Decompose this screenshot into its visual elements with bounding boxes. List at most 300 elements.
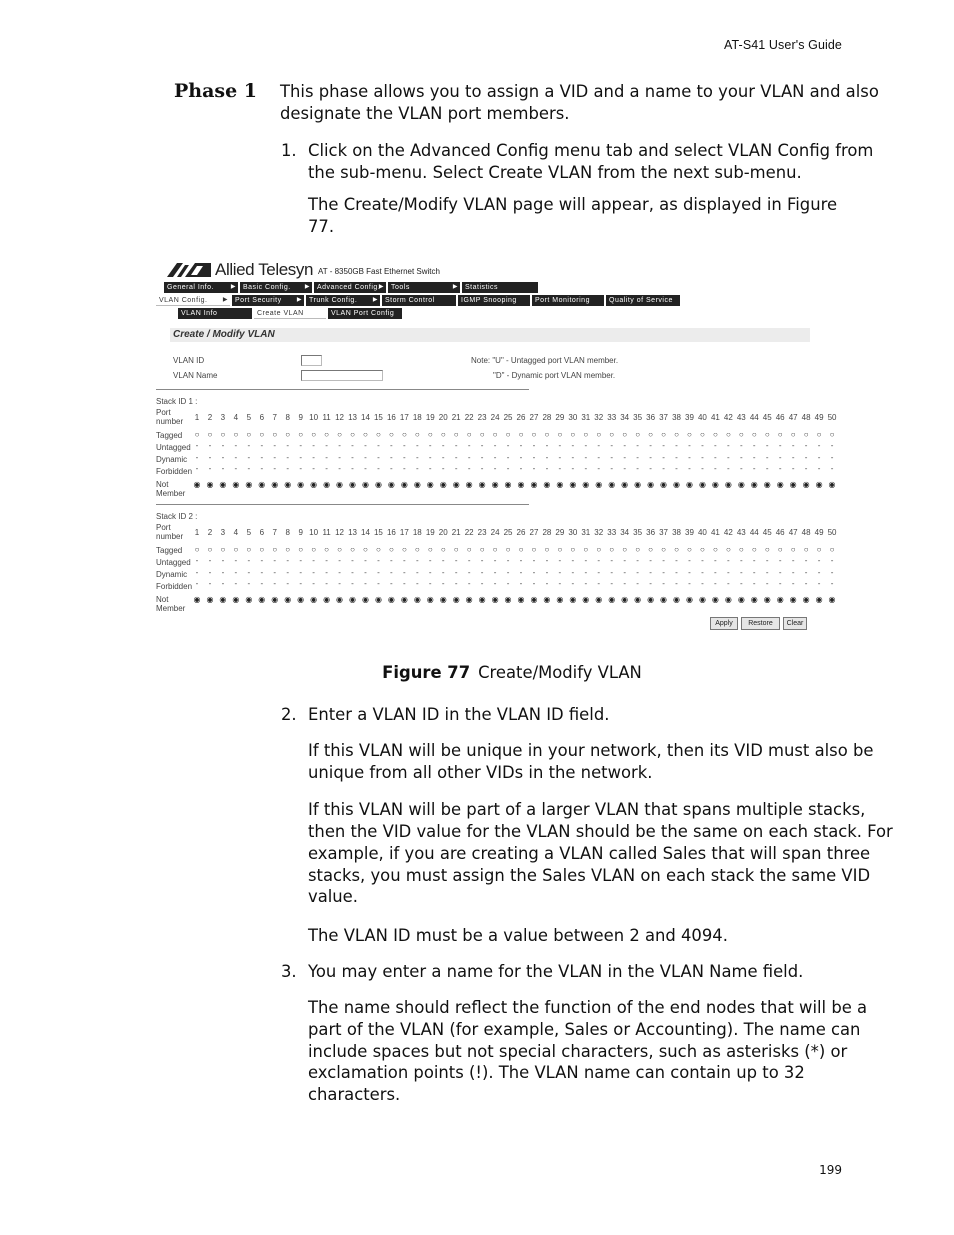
apply-button[interactable]: Apply: [710, 617, 738, 630]
menu-basic-config[interactable]: Basic Config. ▶: [240, 282, 312, 293]
tagged-radio[interactable]: ○: [259, 430, 265, 439]
not-member-radio[interactable]: ◉: [297, 480, 305, 489]
tagged-radio[interactable]: ○: [427, 430, 433, 439]
tagged-radio[interactable]: ○: [440, 545, 446, 554]
tagged-radio[interactable]: ○: [466, 430, 472, 439]
forbidden-radio[interactable]: -: [247, 579, 251, 588]
forbidden-radio[interactable]: -: [260, 579, 264, 588]
forbidden-radio[interactable]: -: [312, 464, 315, 473]
not-member-radio[interactable]: ◉: [413, 595, 421, 604]
forbidden-radio[interactable]: -: [817, 579, 821, 588]
forbidden-radio[interactable]: -: [273, 579, 277, 588]
forbidden-radio[interactable]: -: [675, 464, 678, 473]
not-member-radio[interactable]: ◉: [374, 595, 382, 604]
not-member-radio[interactable]: ◉: [815, 595, 823, 604]
not-member-radio[interactable]: ◉: [724, 480, 732, 489]
forbidden-radio[interactable]: -: [727, 464, 730, 473]
not-member-radio[interactable]: ◉: [711, 595, 719, 604]
not-member-radio[interactable]: ◉: [711, 480, 719, 489]
not-member-radio[interactable]: ◉: [750, 595, 758, 604]
menu-vlan-config[interactable]: VLAN Config. ▶: [156, 295, 230, 306]
tagged-radio[interactable]: ○: [518, 545, 524, 554]
forbidden-radio[interactable]: -: [351, 579, 354, 588]
tagged-radio[interactable]: ○: [479, 545, 485, 554]
tagged-radio[interactable]: ○: [777, 545, 783, 554]
not-member-radio[interactable]: ◉: [776, 595, 784, 604]
forbidden-radio[interactable]: -: [584, 579, 588, 588]
tagged-radio[interactable]: ○: [700, 545, 705, 554]
not-member-radio[interactable]: ◉: [543, 595, 551, 604]
tagged-radio[interactable]: ○: [674, 430, 679, 439]
tagged-radio[interactable]: ○: [648, 430, 654, 439]
forbidden-radio[interactable]: -: [623, 464, 626, 473]
menu-vlan-info[interactable]: VLAN Info: [178, 308, 252, 319]
tagged-radio[interactable]: ○: [246, 430, 252, 439]
tagged-radio[interactable]: ○: [220, 430, 226, 439]
forbidden-radio[interactable]: -: [195, 464, 199, 473]
not-member-radio[interactable]: ◉: [647, 595, 655, 604]
not-member-radio[interactable]: ◉: [271, 480, 279, 489]
not-member-radio[interactable]: ◉: [284, 480, 292, 489]
forbidden-radio[interactable]: -: [636, 579, 639, 588]
tagged-radio[interactable]: ○: [570, 545, 576, 554]
not-member-radio[interactable]: ◉: [737, 595, 745, 604]
forbidden-radio[interactable]: -: [558, 464, 562, 473]
forbidden-radio[interactable]: -: [739, 579, 743, 588]
tagged-radio[interactable]: ○: [583, 430, 589, 439]
menu-port-monitoring[interactable]: Port Monitoring: [532, 295, 604, 306]
not-member-radio[interactable]: ◉: [284, 595, 292, 604]
forbidden-radio[interactable]: -: [545, 464, 549, 473]
tagged-radio[interactable]: ○: [596, 545, 602, 554]
tagged-radio[interactable]: ○: [259, 545, 265, 554]
not-member-radio[interactable]: ◉: [621, 480, 629, 489]
not-member-radio[interactable]: ◉: [737, 480, 745, 489]
tagged-radio[interactable]: ○: [207, 545, 213, 554]
not-member-radio[interactable]: ◉: [245, 480, 253, 489]
tagged-radio[interactable]: ○: [777, 430, 783, 439]
not-member-radio[interactable]: ◉: [439, 480, 447, 489]
restore-button[interactable]: Restore: [741, 617, 780, 630]
tagged-radio[interactable]: ○: [687, 545, 692, 554]
forbidden-radio[interactable]: -: [415, 579, 419, 588]
tagged-radio[interactable]: ○: [414, 430, 420, 439]
not-member-radio[interactable]: ◉: [271, 595, 279, 604]
not-member-radio[interactable]: ◉: [361, 595, 369, 604]
tagged-radio[interactable]: ○: [725, 430, 731, 439]
not-member-radio[interactable]: ◉: [673, 480, 680, 489]
forbidden-radio[interactable]: -: [532, 464, 536, 473]
not-member-radio[interactable]: ◉: [193, 480, 201, 489]
not-member-radio[interactable]: ◉: [349, 595, 356, 604]
tagged-radio[interactable]: ○: [414, 545, 420, 554]
not-member-radio[interactable]: ◉: [556, 595, 564, 604]
tagged-radio[interactable]: ○: [207, 430, 213, 439]
forbidden-radio[interactable]: -: [415, 464, 419, 473]
forbidden-radio[interactable]: -: [390, 464, 393, 473]
forbidden-radio[interactable]: -: [778, 464, 782, 473]
forbidden-radio[interactable]: -: [506, 464, 510, 473]
not-member-radio[interactable]: ◉: [491, 480, 499, 489]
forbidden-radio[interactable]: -: [493, 464, 497, 473]
tagged-radio[interactable]: ○: [700, 430, 705, 439]
not-member-radio[interactable]: ◉: [530, 595, 538, 604]
forbidden-radio[interactable]: -: [286, 579, 290, 588]
tagged-radio[interactable]: ○: [466, 545, 472, 554]
not-member-radio[interactable]: ◉: [465, 480, 473, 489]
not-member-radio[interactable]: ◉: [387, 595, 395, 604]
tagged-radio[interactable]: ○: [622, 545, 628, 554]
forbidden-radio[interactable]: -: [597, 579, 601, 588]
forbidden-radio[interactable]: -: [480, 579, 484, 588]
forbidden-radio[interactable]: -: [493, 579, 497, 588]
tagged-radio[interactable]: ○: [712, 545, 718, 554]
tagged-radio[interactable]: ○: [609, 545, 615, 554]
forbidden-radio[interactable]: -: [714, 464, 717, 473]
forbidden-radio[interactable]: -: [597, 464, 601, 473]
tagged-radio[interactable]: ○: [350, 430, 355, 439]
forbidden-radio[interactable]: -: [804, 579, 808, 588]
forbidden-radio[interactable]: -: [454, 579, 458, 588]
forbidden-radio[interactable]: -: [778, 579, 782, 588]
forbidden-radio[interactable]: -: [286, 464, 290, 473]
not-member-radio[interactable]: ◉: [556, 480, 564, 489]
tagged-radio[interactable]: ○: [661, 430, 666, 439]
not-member-radio[interactable]: ◉: [660, 595, 668, 604]
not-member-radio[interactable]: ◉: [543, 480, 551, 489]
not-member-radio[interactable]: ◉: [698, 595, 706, 604]
tagged-radio[interactable]: ○: [790, 545, 796, 554]
forbidden-radio[interactable]: -: [364, 579, 367, 588]
tagged-radio[interactable]: ○: [531, 430, 537, 439]
tagged-radio[interactable]: ○: [790, 430, 796, 439]
tagged-radio[interactable]: ○: [311, 545, 317, 554]
forbidden-radio[interactable]: -: [830, 464, 834, 473]
forbidden-radio[interactable]: -: [441, 579, 445, 588]
tagged-radio[interactable]: ○: [324, 545, 330, 554]
tagged-radio[interactable]: ○: [751, 545, 757, 554]
tagged-radio[interactable]: ○: [285, 545, 291, 554]
forbidden-radio[interactable]: -: [467, 579, 471, 588]
forbidden-radio[interactable]: -: [765, 464, 769, 473]
not-member-radio[interactable]: ◉: [828, 595, 836, 604]
tagged-radio[interactable]: ○: [635, 430, 641, 439]
tagged-radio[interactable]: ○: [725, 545, 731, 554]
tagged-radio[interactable]: ○: [401, 545, 407, 554]
tagged-radio[interactable]: ○: [609, 430, 615, 439]
not-member-radio[interactable]: ◉: [504, 595, 512, 604]
forbidden-radio[interactable]: -: [208, 464, 212, 473]
forbidden-radio[interactable]: -: [752, 464, 756, 473]
forbidden-radio[interactable]: -: [649, 464, 652, 473]
forbidden-radio[interactable]: -: [234, 579, 238, 588]
forbidden-radio[interactable]: -: [377, 464, 380, 473]
tagged-radio[interactable]: ○: [583, 545, 589, 554]
tagged-radio[interactable]: ○: [544, 545, 550, 554]
tagged-radio[interactable]: ○: [764, 545, 770, 554]
forbidden-radio[interactable]: -: [675, 579, 678, 588]
not-member-radio[interactable]: ◉: [452, 480, 460, 489]
forbidden-radio[interactable]: -: [454, 464, 458, 473]
tagged-radio[interactable]: ○: [803, 430, 809, 439]
tagged-radio[interactable]: ○: [388, 545, 394, 554]
not-member-radio[interactable]: ◉: [569, 480, 577, 489]
vlan-name-input[interactable]: [301, 370, 383, 381]
tagged-radio[interactable]: ○: [570, 430, 576, 439]
tagged-radio[interactable]: ○: [557, 430, 563, 439]
forbidden-radio[interactable]: -: [545, 579, 549, 588]
forbidden-radio[interactable]: -: [610, 579, 614, 588]
forbidden-radio[interactable]: -: [739, 464, 743, 473]
forbidden-radio[interactable]: -: [221, 579, 225, 588]
tagged-radio[interactable]: ○: [401, 430, 407, 439]
tagged-radio[interactable]: ○: [272, 545, 278, 554]
tagged-radio[interactable]: ○: [505, 545, 511, 554]
tagged-radio[interactable]: ○: [829, 430, 835, 439]
tagged-radio[interactable]: ○: [194, 545, 200, 554]
not-member-radio[interactable]: ◉: [413, 480, 421, 489]
forbidden-radio[interactable]: -: [338, 464, 341, 473]
forbidden-radio[interactable]: -: [830, 579, 834, 588]
forbidden-radio[interactable]: -: [506, 579, 510, 588]
not-member-radio[interactable]: ◉: [323, 480, 331, 489]
forbidden-radio[interactable]: -: [571, 579, 575, 588]
forbidden-radio[interactable]: -: [441, 464, 445, 473]
forbidden-radio[interactable]: -: [791, 579, 795, 588]
not-member-radio[interactable]: ◉: [206, 595, 214, 604]
forbidden-radio[interactable]: -: [688, 579, 691, 588]
tagged-radio[interactable]: ○: [350, 545, 355, 554]
not-member-radio[interactable]: ◉: [336, 480, 344, 489]
not-member-radio[interactable]: ◉: [776, 480, 784, 489]
not-member-radio[interactable]: ◉: [608, 480, 616, 489]
not-member-radio[interactable]: ◉: [660, 480, 668, 489]
clear-button[interactable]: Clear: [783, 617, 807, 630]
tagged-radio[interactable]: ○: [376, 430, 381, 439]
forbidden-radio[interactable]: -: [817, 464, 821, 473]
not-member-radio[interactable]: ◉: [439, 595, 447, 604]
forbidden-radio[interactable]: -: [234, 464, 238, 473]
forbidden-radio[interactable]: -: [364, 464, 367, 473]
forbidden-radio[interactable]: -: [260, 464, 264, 473]
tagged-radio[interactable]: ○: [337, 545, 342, 554]
not-member-radio[interactable]: ◉: [426, 480, 434, 489]
not-member-radio[interactable]: ◉: [517, 595, 525, 604]
forbidden-radio[interactable]: -: [636, 464, 639, 473]
vlan-id-input[interactable]: [301, 355, 322, 366]
not-member-radio[interactable]: ◉: [232, 595, 240, 604]
menu-create-vlan[interactable]: Create VLAN: [254, 308, 326, 319]
not-member-radio[interactable]: ◉: [685, 595, 693, 604]
not-member-radio[interactable]: ◉: [802, 480, 810, 489]
not-member-radio[interactable]: ◉: [789, 595, 797, 604]
not-member-radio[interactable]: ◉: [478, 480, 486, 489]
tagged-radio[interactable]: ○: [220, 545, 226, 554]
not-member-radio[interactable]: ◉: [258, 595, 266, 604]
tagged-radio[interactable]: ○: [363, 545, 368, 554]
not-member-radio[interactable]: ◉: [478, 595, 486, 604]
tagged-radio[interactable]: ○: [557, 545, 563, 554]
not-member-radio[interactable]: ◉: [595, 480, 603, 489]
tagged-radio[interactable]: ○: [388, 430, 394, 439]
tagged-radio[interactable]: ○: [427, 545, 433, 554]
not-member-radio[interactable]: ◉: [310, 595, 318, 604]
forbidden-radio[interactable]: -: [791, 464, 795, 473]
tagged-radio[interactable]: ○: [505, 430, 511, 439]
forbidden-radio[interactable]: -: [208, 579, 212, 588]
not-member-radio[interactable]: ◉: [310, 480, 318, 489]
not-member-radio[interactable]: ◉: [582, 595, 590, 604]
not-member-radio[interactable]: ◉: [349, 480, 356, 489]
not-member-radio[interactable]: ◉: [400, 480, 408, 489]
tagged-radio[interactable]: ○: [674, 545, 679, 554]
tagged-radio[interactable]: ○: [246, 545, 252, 554]
not-member-radio[interactable]: ◉: [426, 595, 434, 604]
not-member-radio[interactable]: ◉: [634, 595, 642, 604]
forbidden-radio[interactable]: -: [338, 579, 341, 588]
tagged-radio[interactable]: ○: [363, 430, 368, 439]
forbidden-radio[interactable]: -: [623, 579, 626, 588]
forbidden-radio[interactable]: -: [247, 464, 251, 473]
not-member-radio[interactable]: ◉: [569, 595, 577, 604]
forbidden-radio[interactable]: -: [403, 464, 406, 473]
not-member-radio[interactable]: ◉: [336, 595, 344, 604]
not-member-radio[interactable]: ◉: [802, 595, 810, 604]
tagged-radio[interactable]: ○: [337, 430, 342, 439]
tagged-radio[interactable]: ○: [298, 545, 304, 554]
not-member-radio[interactable]: ◉: [258, 480, 266, 489]
not-member-radio[interactable]: ◉: [608, 595, 616, 604]
forbidden-radio[interactable]: -: [519, 464, 523, 473]
not-member-radio[interactable]: ◉: [789, 480, 797, 489]
tagged-radio[interactable]: ○: [635, 545, 641, 554]
tagged-radio[interactable]: ○: [803, 545, 809, 554]
not-member-radio[interactable]: ◉: [750, 480, 758, 489]
not-member-radio[interactable]: ◉: [245, 595, 253, 604]
tagged-radio[interactable]: ○: [298, 430, 304, 439]
not-member-radio[interactable]: ◉: [361, 480, 369, 489]
menu-igmp-snooping[interactable]: IGMP Snooping: [458, 295, 530, 306]
tagged-radio[interactable]: ○: [829, 545, 835, 554]
menu-trunk-config[interactable]: Trunk Config. ▶: [306, 295, 380, 306]
tagged-radio[interactable]: ○: [751, 430, 757, 439]
tagged-radio[interactable]: ○: [531, 545, 537, 554]
forbidden-radio[interactable]: -: [701, 464, 704, 473]
not-member-radio[interactable]: ◉: [595, 595, 603, 604]
not-member-radio[interactable]: ◉: [517, 480, 525, 489]
tagged-radio[interactable]: ○: [712, 430, 718, 439]
forbidden-radio[interactable]: -: [390, 579, 393, 588]
tagged-radio[interactable]: ○: [764, 430, 770, 439]
not-member-radio[interactable]: ◉: [491, 595, 499, 604]
not-member-radio[interactable]: ◉: [763, 480, 771, 489]
forbidden-radio[interactable]: -: [312, 579, 315, 588]
tagged-radio[interactable]: ○: [648, 545, 654, 554]
forbidden-radio[interactable]: -: [727, 579, 730, 588]
menu-advanced-config[interactable]: Advanced Config. ▶: [314, 282, 386, 293]
tagged-radio[interactable]: ○: [453, 545, 459, 554]
not-member-radio[interactable]: ◉: [582, 480, 590, 489]
forbidden-radio[interactable]: -: [584, 464, 588, 473]
tagged-radio[interactable]: ○: [272, 430, 278, 439]
tagged-radio[interactable]: ○: [194, 430, 200, 439]
forbidden-radio[interactable]: -: [610, 464, 614, 473]
not-member-radio[interactable]: ◉: [193, 595, 201, 604]
not-member-radio[interactable]: ◉: [530, 480, 538, 489]
not-member-radio[interactable]: ◉: [673, 595, 680, 604]
forbidden-radio[interactable]: -: [752, 579, 756, 588]
not-member-radio[interactable]: ◉: [647, 480, 655, 489]
not-member-radio[interactable]: ◉: [685, 480, 693, 489]
menu-port-security[interactable]: Port Security ▶: [232, 295, 304, 306]
tagged-radio[interactable]: ○: [596, 430, 602, 439]
forbidden-radio[interactable]: -: [480, 464, 484, 473]
tagged-radio[interactable]: ○: [285, 430, 291, 439]
forbidden-radio[interactable]: -: [662, 464, 665, 473]
forbidden-radio[interactable]: -: [428, 579, 432, 588]
forbidden-radio[interactable]: -: [765, 579, 769, 588]
forbidden-radio[interactable]: -: [714, 579, 717, 588]
forbidden-radio[interactable]: -: [403, 579, 406, 588]
not-member-radio[interactable]: ◉: [232, 480, 240, 489]
tagged-radio[interactable]: ○: [376, 545, 381, 554]
forbidden-radio[interactable]: -: [428, 464, 432, 473]
tagged-radio[interactable]: ○: [816, 545, 822, 554]
forbidden-radio[interactable]: -: [221, 464, 225, 473]
not-member-radio[interactable]: ◉: [374, 480, 382, 489]
tagged-radio[interactable]: ○: [233, 545, 239, 554]
menu-vlan-port-config[interactable]: VLAN Port Config: [328, 308, 402, 319]
not-member-radio[interactable]: ◉: [621, 595, 629, 604]
tagged-radio[interactable]: ○: [492, 545, 498, 554]
not-member-radio[interactable]: ◉: [297, 595, 305, 604]
tagged-radio[interactable]: ○: [453, 430, 459, 439]
menu-quality-of-service[interactable]: Quality of Service: [606, 295, 680, 306]
forbidden-radio[interactable]: -: [325, 579, 328, 588]
forbidden-radio[interactable]: -: [532, 579, 536, 588]
forbidden-radio[interactable]: -: [467, 464, 471, 473]
not-member-radio[interactable]: ◉: [828, 480, 836, 489]
forbidden-radio[interactable]: -: [688, 464, 691, 473]
not-member-radio[interactable]: ◉: [219, 595, 227, 604]
not-member-radio[interactable]: ◉: [465, 595, 473, 604]
forbidden-radio[interactable]: -: [701, 579, 704, 588]
not-member-radio[interactable]: ◉: [724, 595, 732, 604]
forbidden-radio[interactable]: -: [325, 464, 328, 473]
tagged-radio[interactable]: ○: [233, 430, 239, 439]
not-member-radio[interactable]: ◉: [452, 595, 460, 604]
forbidden-radio[interactable]: -: [377, 579, 380, 588]
tagged-radio[interactable]: ○: [518, 430, 524, 439]
forbidden-radio[interactable]: -: [273, 464, 277, 473]
not-member-radio[interactable]: ◉: [504, 480, 512, 489]
not-member-radio[interactable]: ◉: [815, 480, 823, 489]
tagged-radio[interactable]: ○: [738, 545, 744, 554]
tagged-radio[interactable]: ○: [738, 430, 744, 439]
forbidden-radio[interactable]: -: [351, 464, 354, 473]
forbidden-radio[interactable]: -: [299, 464, 302, 473]
not-member-radio[interactable]: ◉: [698, 480, 706, 489]
not-member-radio[interactable]: ◉: [206, 480, 214, 489]
forbidden-radio[interactable]: -: [299, 579, 302, 588]
tagged-radio[interactable]: ○: [687, 430, 692, 439]
not-member-radio[interactable]: ◉: [323, 595, 331, 604]
forbidden-radio[interactable]: -: [662, 579, 665, 588]
tagged-radio[interactable]: ○: [622, 430, 628, 439]
forbidden-radio[interactable]: -: [571, 464, 575, 473]
forbidden-radio[interactable]: -: [519, 579, 523, 588]
not-member-radio[interactable]: ◉: [400, 595, 408, 604]
